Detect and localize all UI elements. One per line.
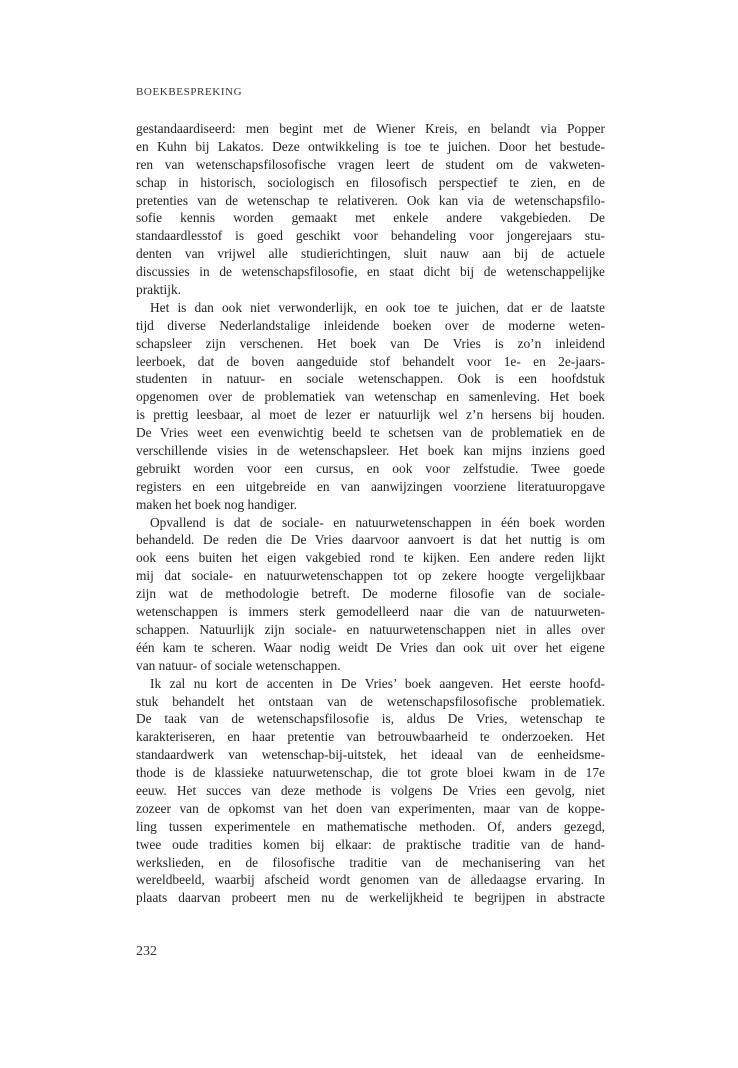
text-line: sofie kennis worden gemaakt met enkele andere vakgebieden. De <box>136 210 605 226</box>
text-line: behandeld. De reden die De Vries daarvoor aanvoert is dat het nuttig is om <box>136 532 605 548</box>
text-line: Het is dan ook niet verwonderlijk, en ook toe te juichen, dat er de laatste <box>150 299 605 315</box>
text-line: één kam te scheren. Waar nodig weidt De Vries dan ook uit over het eigene <box>136 639 605 655</box>
text-line: schappen. Natuurlijk zijn sociale- en natuurwetenschappen niet in alles over <box>136 621 605 637</box>
text-line: schap in historisch, sociologisch en filosofisch perspectief te zien, en de <box>136 174 605 190</box>
text-line: leerboek, dat de boven aangeduide stof behandelt voor 1e- en 2e-jaars- <box>136 353 605 369</box>
text-line: ling tussen experimentele en mathematische methoden. Of, anders gezegd, <box>136 818 605 834</box>
text-line: pretenties van de wetenschap te relativeren. Ook kan via de wetenschapsfilo- <box>136 192 605 208</box>
text-line: stuk behandelt het ontstaan van de wetenschapsfilosofische problematiek. <box>136 693 605 709</box>
text-line: De taak van de wetenschapsfilosofie is, aldus De Vries, wetenschap te <box>136 711 605 727</box>
text-line: opgenomen over de problematiek van wetenschap en samenleving. Het boek <box>136 389 605 405</box>
text-line: plaats daarvan probeert men nu de werkelijkheid te begrijpen in abstracte <box>136 890 605 906</box>
text-line: wereldbeeld, waarbij afscheid wordt genomen van de alledaagse ervaring. In <box>136 872 605 888</box>
text-line: gestandaardiseerd: men begint met de Wiener Kreis, en belandt via Popper <box>136 121 605 136</box>
text-line: mij dat sociale- en natuurwetenschappen tot op zekere hoogte vergelijkbaar <box>136 568 605 584</box>
running-head: BOEKBESPREKING <box>136 86 243 98</box>
text-line: standaardlesstof is goed geschikt voor behandeling voor jongerejaars stu- <box>136 228 605 244</box>
text-line: twee oude tradities komen bij elkaar: de praktische traditie van de hand- <box>136 836 605 852</box>
text-line: wetenschappen is immers sterk gemodelleerd naar die van de natuurweten- <box>136 604 605 620</box>
body-text <box>136 120 605 907</box>
text-line: Ik zal nu kort de accenten in De Vries’ boek aangeven. Het eerste hoofd- <box>150 675 605 691</box>
text-line: werkslieden, en de filosofische traditie van de mechanisering van het <box>136 854 605 870</box>
text-line: van natuur- of sociale wetenschappen. <box>136 657 341 673</box>
text-line: schapsleer zijn verschenen. Het boek van De Vries is zo’n inleidend <box>136 335 605 351</box>
text-line: gebruikt worden voor een cursus, en ook voor zelfstudie. Twee goede <box>136 460 605 476</box>
text-line: zozeer van de opkomst van het doen van experimenten, maar van de koppe- <box>136 800 605 816</box>
text-line: denten van vrijwel alle studierichtingen, sluit nauw aan bij de actuele <box>136 246 605 262</box>
text-line: studenten in natuur- en sociale wetenschappen. Ook is een hoofdstuk <box>136 371 605 387</box>
text-line: Opvallend is dat de sociale- en natuurwetenschappen in één boek worden <box>150 514 605 530</box>
text-line: De Vries weet een evenwichtig beeld te schetsen van de problematiek en de <box>136 425 605 441</box>
text-line: tijd diverse Nederlandstalige inleidende boeken over de moderne weten- <box>136 317 605 333</box>
page-number: 232 <box>136 944 157 959</box>
text-line: ook eens buiten het eigen vakgebied rond te kijken. Een andere reden lijkt <box>136 550 605 566</box>
text-line: thode is de klassieke natuurwetenschap, die tot grote bloei kwam in de 17e <box>136 765 605 781</box>
text-line: standaardwerk van wetenschap-bij-uitstek, het ideaal van de eenheidsme- <box>136 747 605 763</box>
text-line: ren van wetenschapsfilosofische vragen leert de student om de vakweten- <box>136 156 605 172</box>
text-line: maken het boek nog handiger. <box>136 496 298 512</box>
text-line: eeuw. Het succes van deze methode is volgens De Vries een gevolg, niet <box>136 782 605 798</box>
text-line: verschillende visies in de wetenschapsleer. Het boek kan mijns inziens goed <box>136 443 605 459</box>
text-line: karakteriseren, en haar pretentie van betrouwbaarheid te onderzoeken. Het <box>136 729 605 745</box>
text-line: praktijk. <box>136 282 181 298</box>
text-line: is prettig leesbaar, al moet de lezer er natuurlijk wel z’n hersens bij houden. <box>136 407 605 423</box>
text-line: registers en een uitgebreide en van aanwijzingen voorziene literatuuropgave <box>136 478 605 494</box>
text-line: zijn wat de methodologie betreft. De moderne filosofie van de sociale- <box>136 586 605 602</box>
text-line: discussies in de wetenschapsfilosofie, en staat dicht bij de wetenschappelijke <box>136 264 605 280</box>
text-line: en Kuhn bij Lakatos. Deze ontwikkeling is toe te juichen. Door het bestude- <box>136 138 605 154</box>
